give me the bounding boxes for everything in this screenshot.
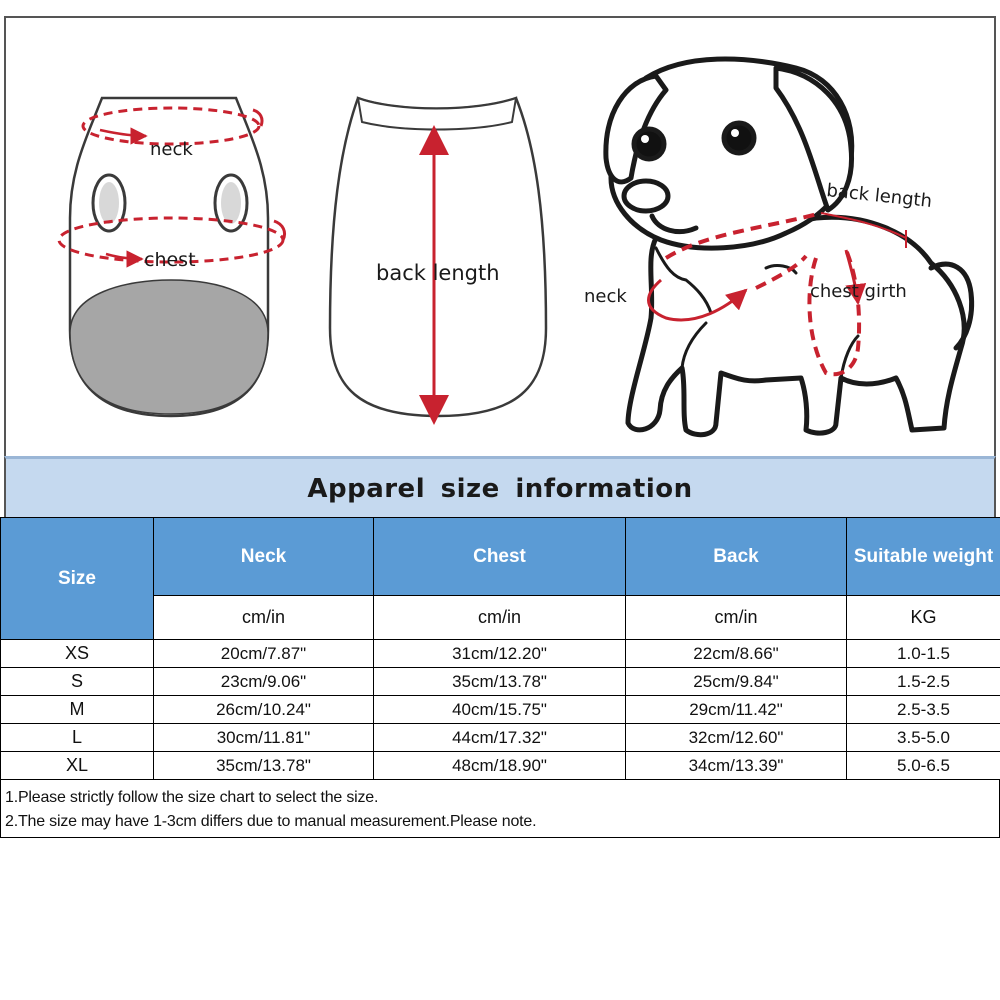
weight-unit: KG <box>847 596 1000 640</box>
chest-cell: 40cm/15.75" <box>374 696 626 724</box>
chest-header: Chest <box>374 518 626 596</box>
size-cell: L <box>1 724 154 752</box>
page-title: Apparel size information <box>307 473 693 504</box>
back-cell: 32cm/12.60" <box>626 724 847 752</box>
neck-header: Neck <box>154 518 374 596</box>
chest-cell: 48cm/18.90" <box>374 752 626 780</box>
size-cell: S <box>1 668 154 696</box>
back-unit: cm/in <box>626 596 847 640</box>
chest-cell: 31cm/12.20" <box>374 640 626 668</box>
back-cell: 34cm/13.39" <box>626 752 847 780</box>
weight-cell: 1.5-2.5 <box>847 668 1000 696</box>
table-row <box>1 752 1000 780</box>
table-row <box>1 724 1000 752</box>
back-cell: 22cm/8.66" <box>626 640 847 668</box>
vest-back-length-label: back length <box>376 261 500 285</box>
back-header: Back <box>626 518 847 596</box>
neck-cell: 30cm/11.81" <box>154 724 374 752</box>
chest-cell: 35cm/13.78" <box>374 668 626 696</box>
vest-back-icon <box>330 98 546 416</box>
vest-front-icon <box>59 98 285 416</box>
size-cell: M <box>1 696 154 724</box>
illustration-svg <box>6 18 998 458</box>
table-row <box>1 696 1000 724</box>
back-cell: 25cm/9.84" <box>626 668 847 696</box>
title-band <box>4 456 996 518</box>
weight-cell: 2.5-3.5 <box>847 696 1000 724</box>
chest-unit: cm/in <box>374 596 626 640</box>
size-cell: XS <box>1 640 154 668</box>
size-header: Size <box>1 518 154 640</box>
chest-cell: 44cm/17.32" <box>374 724 626 752</box>
weight-cell: 5.0-6.5 <box>847 752 1000 780</box>
vest-neck-label: neck <box>150 139 193 160</box>
size-cell: XL <box>1 752 154 780</box>
table-row <box>1 640 1000 668</box>
measurement-illustration <box>4 16 996 456</box>
dog-neck-label: neck <box>584 286 627 307</box>
note-2: 2.The size may have 1-3cm differs due to manual measurement.Please note. <box>5 813 537 830</box>
weight-header: Suitable weight <box>847 518 1000 596</box>
table-row <box>1 668 1000 696</box>
dog-icon <box>606 59 972 435</box>
note-1: 1.Please strictly follow the size chart to select the size. <box>5 789 379 806</box>
weight-cell: 3.5-5.0 <box>847 724 1000 752</box>
back-cell: 29cm/11.42" <box>626 696 847 724</box>
size-notes <box>0 780 1000 838</box>
neck-unit: cm/in <box>154 596 374 640</box>
weight-cell: 1.0-1.5 <box>847 640 1000 668</box>
size-table <box>0 517 1000 780</box>
dog-chest-girth-label: chest girth <box>810 281 907 302</box>
neck-cell: 23cm/9.06" <box>154 668 374 696</box>
neck-cell: 35cm/13.78" <box>154 752 374 780</box>
neck-cell: 20cm/7.87" <box>154 640 374 668</box>
header-row <box>1 518 1000 596</box>
vest-chest-label: chest <box>144 249 196 271</box>
neck-cell: 26cm/10.24" <box>154 696 374 724</box>
dog-back-length-label: back length <box>825 180 933 213</box>
